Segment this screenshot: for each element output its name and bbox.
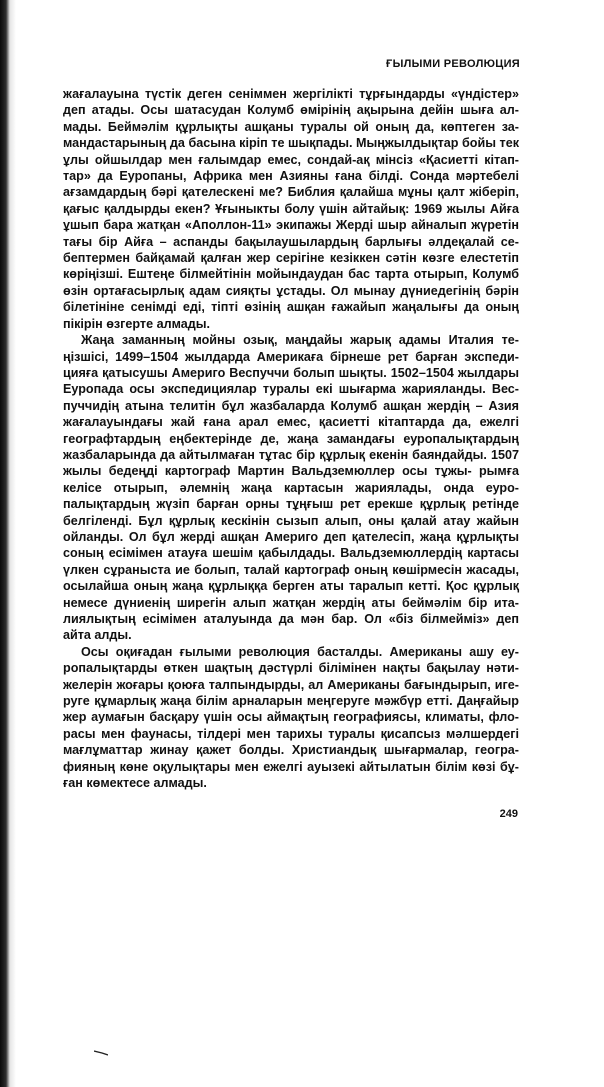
text-line: жағалауына түстік деген сеніммен жергілікті тұрғындарды «үндістер» (63, 87, 519, 101)
text-line: мағлұматтар жинау қажет болды. Христиандық шығармалар, геогра- (63, 743, 519, 758)
text-line: бептермен байқамай қалған жер серігіне кезіккен сәтін көзге елестетіп (63, 251, 519, 266)
text-line: мандастарының да басына кіріп те шықпады. Мыңжылдықтар бойы тек (63, 136, 519, 151)
text-line: Еуропада осы экспедициялар туралы екі шығарма жарияланды. Вес- (63, 382, 519, 397)
text-line: үлкен сұраныста ие болып, талай картограф оның көшірмесін жасады, (63, 562, 519, 577)
text-line: ағзамдардың бәрі қателескені ме? Библия қалайша мұны қалт жіберіп, (63, 185, 519, 200)
body-text (63, 86, 519, 791)
text-line: палықтардың жүзіп барған орны тұңғыш рет ерекше құрлық ретінде (63, 497, 519, 512)
text-line: ңізшісі, 1499–1504 жылдарда Америкаға бірнеше рет барған экспеди- (63, 349, 519, 364)
text-line: осылайша оның жаңа құрлыққа берген аты таралып кетті. Қос құрлық (63, 579, 519, 594)
page-number: 249 (499, 808, 518, 820)
text-line: ойланды. Ол бұл жерді ашқан Америго деп қателесіп, жаңа құрлықты (63, 529, 519, 544)
scan-speck (94, 1050, 108, 1056)
text-line: Жаңа заманның мойны озық, маңдайы жарық адамы Италия те- (81, 333, 519, 348)
text-line: желерін жоғары қоюға талпындырды, ал Американы бағындырып, иге- (63, 677, 519, 692)
text-line: айта алды. (63, 628, 132, 643)
text-line: жер аумағын басқару үшін осы аймақтың географиясы, климаты, фло- (63, 710, 519, 725)
text-line: белгіленді. Бұл құрлық кескінін сызып алып, оны қалай атау жайын (63, 513, 519, 528)
text-line: өзін ортағасырлық адам сияқты ұстады. Ол мынау дүниедегінің бәрін (63, 283, 519, 298)
text-line: білетініне сенімді еді, тіпті өзінің ашқан ғажайып жаңалығы да оның (63, 300, 519, 315)
text-line: ұшып бара жатқан «Аполлон-11» экипажы Жерді шыр айналып жүретін (63, 218, 519, 233)
text-line: цияға қатысушы Америго Веспуччи болып шықты. 1502–1504 жылдары (63, 365, 519, 380)
text-line: фияның көне оқулықтары мен ежелгі ауызекі айтылатын білім көзі бұ- (63, 759, 519, 774)
paragraph (63, 332, 519, 644)
text-line: рымға келісе отырып, әлемнің жаңа картасын жариялады, онда еуро- (63, 464, 519, 495)
text-line: лиялықтың есімімен аталуында да мән бар. Ол «біз білмейміз» деп (63, 612, 519, 626)
text-line: пікірін өзгерте алмады. (63, 316, 211, 331)
text-line: пуччидің атына телитін бұл жазбаларда Колумб ашқан жердің – Азия (63, 398, 519, 413)
text-line: ған көмектесе алмады. (63, 776, 207, 791)
text-line: тағы бір Айға – аспанды бақылаушылардың барлығы әлдеқалай се- (63, 234, 519, 249)
scan-left-edge (0, 0, 10, 1087)
paragraph (63, 86, 519, 332)
text-line: тар» да Еуропаны, Африка мен Азияны ғана білді. Сонда мәртебелі (63, 169, 519, 184)
text-line: қағыс қалдырды екен? Ұғыныкты болу үшін айтайық: 1969 жылы Айға (63, 201, 519, 216)
text-line: немесе дүниенің ширегін алып жатқан жердің аты беймәлім бір ита- (63, 595, 519, 610)
text-line: көріңізші. Ештеңе білмейтінін мойындаудан бас тарта отырып, Колумб (63, 267, 519, 282)
text-line: Осы оқиғадан ғылыми революция басталды. Американы ашу еу- (81, 644, 519, 659)
text-line: деп атады. Осы шатасудан Колумб өмірінің ақырына дейін шыға ал- (63, 103, 519, 118)
paragraph (63, 644, 519, 792)
text-line: ұлы ойшылдар мен ғалымдар емес, сондай-ақ мінсіз «Қасиетті кітап- (63, 152, 519, 167)
text-line: ропалықтарды өткен шақтың дәстүрлі білімінен нақты бақылау нәти- (63, 661, 519, 676)
text-line: жазбаларында да айтылмаған тұтас бір құрлық екенін баяндайды. (63, 447, 487, 462)
running-header: ҒЫЛЫМИ РЕВОЛЮЦИЯ (386, 58, 520, 70)
text-line: географтардың еңбектерінде де, жаңа замандағы еуропалықтардың (63, 431, 519, 446)
text-line: руге құмарлық жаңа білім арналарын меңгеруге мәжбүр етті. Даңғайыр (63, 694, 519, 709)
text-line: 1507 жылы бедеңді картограф Мартин Вальдземюллер осы тұжы- (63, 447, 519, 479)
text-line: расы мен фаунасы, тілдері мен тарихы туралы қисапсыз мәлшердегі (63, 726, 519, 741)
scan-left-shadow (10, 0, 16, 1087)
text-line: мады. Беймәлім құрлықты ашқаны туралы ой оның да, көптеген за- (63, 119, 519, 134)
text-line: жағалауындағы жай ғана арал емес, қасиетті кітаптарда да, ежелгі (63, 415, 519, 430)
text-line: соның есімімен атауға шешім қабылдады. Вальдземюллердің картасы (63, 546, 519, 561)
